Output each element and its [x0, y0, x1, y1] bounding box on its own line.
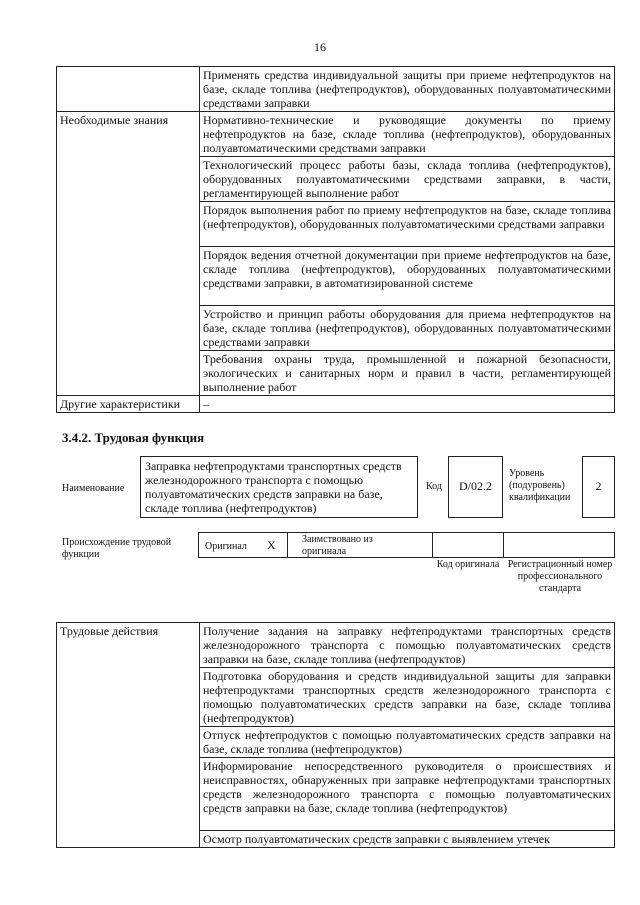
- caption-original-code: Код оригинала: [436, 559, 500, 570]
- action-item: Подготовка оборудования и средств индивидуальной защиты для заправки нефтепродуктами транспортных средств железнодорожного транспорта с помощью полуавтоматических средств заправки на базе, складе топлива (нефтепродуктов): [200, 668, 615, 727]
- empty-label-cell: [57, 67, 200, 112]
- action-item: Отпуск нефтепродуктов с помощью полуавтоматических средств заправки на базе, складе топлива (нефтепродуктов): [200, 727, 615, 758]
- original-mark: X: [267, 538, 276, 552]
- knowledge-item: Порядок ведения отчетной документации при приеме нефтепродуктов на базе, складе топлива (нефтепродуктов), оборудованных полуавтоматическими средствами заправки, в автоматизированной системе: [200, 247, 615, 306]
- other-value: –: [200, 396, 615, 413]
- borrowed-label: Заимствовано из оригинала: [302, 534, 373, 557]
- action-item: Информирование непосредственного руководителя о происшествиях и неисправностях, обнаруженных при заправке нефтепродуктами транспортных средств железнодорожного транспорта с помощью полуавтоматических средств заправки на базе, складе топлива (нефтепродуктов): [200, 758, 615, 831]
- borrowed-cell: [287, 532, 433, 558]
- name-label: Наименование: [62, 483, 125, 494]
- action-item: Осмотр полуавтоматических средств заправки с выявлением утечек: [200, 831, 615, 848]
- original-cell: [198, 532, 288, 558]
- caption-registration-number: Регистрационный номер профессионального стандарта: [507, 559, 613, 594]
- section-heading: 3.4.2. Трудовая функция: [62, 430, 205, 445]
- level-value: 2: [582, 456, 615, 518]
- knowledge-item: Нормативно-технические и руководящие документы по приему нефтепродуктов на базе, складе топлива (нефтепродуктов), оборудованных полуавтоматическими средствами заправки: [200, 112, 615, 157]
- origin-label: Происхождение трудовой функции: [62, 537, 172, 560]
- action-item: Получение задания на заправку нефтепродуктами транспортных средств железнодорожного транспорта с помощью полуавтоматических средств заправки на базе, складе топлива (нефтепродуктов): [200, 623, 615, 668]
- other-label: Другие характеристики: [57, 396, 200, 413]
- code-value: D/02.2: [448, 456, 503, 518]
- knowledge-item: Устройство и принцип работы оборудования для приема нефтепродуктов на базе, складе топлива (нефтепродуктов), оборудованных полуавтоматическими средствами заправки: [200, 306, 615, 351]
- knowledge-item: Технологический процесс работы базы, склада топлива (нефтепродуктов), оборудованных полуавтоматическими средствами заправки, в части, регламентирующей выполнение работ: [200, 157, 615, 202]
- function-name: Заправка нефтепродуктами транспортных средств железнодорожного транспорта с помощью полуавтоматических средств заправки на базе, складе топлива (нефтепродуктов): [140, 456, 418, 518]
- original-label: Оригинал: [205, 541, 247, 552]
- level-label: Уровень (подуровень) квалификации: [509, 468, 571, 503]
- knowledge-table: [56, 66, 615, 413]
- page-number: 16: [314, 40, 326, 54]
- code-label: Код: [426, 481, 442, 492]
- registration-number-cell: [503, 532, 615, 558]
- knowledge-label: Необходимые знания: [57, 112, 200, 396]
- knowledge-item: Требования охраны труда, промышленной и пожарной безопасности, экологических и санитарных норм и правил в части, регламентирующей выполнение работ: [200, 351, 615, 396]
- original-code-cell: [432, 532, 504, 558]
- actions-label: Трудовые действия: [57, 623, 200, 848]
- actions-table: [56, 622, 615, 848]
- skill-cell: Применять средства индивидуальной защиты при приеме нефтепродуктов на базе, складе топлива (нефтепродуктов), оборудованных полуавтоматическими средствами заправки: [200, 67, 615, 112]
- knowledge-item: Порядок выполнения работ по приему нефтепродуктов на базе, складе топлива (нефтепродуктов), оборудованных полуавтоматическими средствами заправки: [200, 202, 615, 247]
